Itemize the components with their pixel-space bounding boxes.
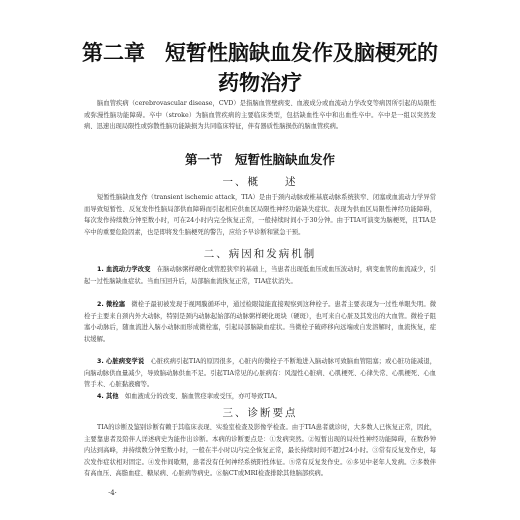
etiology-text-4: 如血液成分的改变、脑血管痉挛或受压，亦可导致TIA。 — [124, 393, 281, 400]
etiology-paragraph-3 — [84, 356, 436, 391]
etiology-text-3: 心脏疾病引起TIA的原因很多，心脏内的微栓子不断地进入脑动脉可致脑血管阻塞；或心脏功能减退，向脑动脉供血量减少，导致脑动脉供血不足。引起TIA常见的心脏病有：风湿性心脏病、心肌梗死、心律失常、心肌梗死、心血管手术、心脏黏液瘤等。 — [84, 358, 436, 388]
etiology-text-1: 在脑动脉粥样硬化或管腔狭窄的基础上，当患者出现低血压或血压波动时，病变血管的血流减少，引起一过性脑缺血症状。当血压回升后，局部脑血流恢复正常，TIA症状消失。 — [84, 266, 437, 285]
section-title: 第一节 短暂性脑缺血发作 — [184, 152, 335, 167]
intro-text: 脑血管疾病（cerebrovascular disease，CVD）是指脑血管壁病变、血液成分或血流动力学改变等病因所引起的局限性或弥漫性脑功能障碍。卒中（stroke）为脑血管疾病的主要临床类型，包括缺血性卒中和出血性卒中。卒中是一组以突然发病、迅速出现局限性或弥散性脑功能缺损为共同临床特征，伴有器质性脑损伤的脑血管疾病。 — [84, 100, 436, 130]
subsection-title-diagnosis: 三、诊断要点 — [222, 407, 298, 419]
overview-paragraph — [84, 192, 436, 238]
subsection-title-etiology: 二、病因和发病机制 — [203, 248, 317, 260]
term-other: 4. 其他 — [97, 393, 119, 400]
etiology-paragraph-4 — [84, 391, 436, 403]
chapter-title-line2: 药物治疗 — [218, 71, 302, 95]
term-cardiac: 3. 心脏病变学说 — [97, 358, 145, 365]
overview-text: 短暂性脑缺血发作（transient ischemic attack，TIA）是由于颈内动脉或椎基底动脉系统狭窄、闭塞或血流动力学异常而导致短暂性、反复发作性脑局部供血障碍而引起相应供血区局限性神经功能缺失症状。表现为供血区局限性神经功能障碍，每次发作持续数分钟至数小时，可在24小时内完全恢复正常，一般持续时间小于30分钟。由于TIA可演变为脑梗死，且TIA是卒中的重要危险因素，也是即将发生脑梗死的警告，应给予早诊断和紧急干预。 — [84, 194, 436, 236]
diagnosis-paragraph — [84, 422, 436, 480]
chapter-title — [0, 38, 520, 98]
term-hemodynamic: 1. 血流动力学改变 — [97, 266, 151, 273]
etiology-paragraph-2 — [84, 299, 436, 345]
term-microembolism: 2. 微栓塞 — [97, 301, 126, 308]
etiology-paragraph-1 — [84, 264, 436, 287]
subsection-title-overview: 一、概 述 — [222, 176, 298, 188]
chapter-number: 第二章 — [82, 41, 145, 65]
intro-paragraph — [84, 98, 436, 133]
diagnosis-text: TIA的诊断及鉴别诊断有赖于其临床表现、实验室检查及影像学检查。由于TIA患者就诊时，大多数人已恢复正常，因此，主要靠患者及陪伴人详述病史为能作出诊断。本病的诊断要点是：①发病突然。②短暂出现的局灶性神经功能障碍，在数秒钟内达到高峰，并持续数分钟至数小时，一般在半小时以内完全恢复正常，最长持续时间不超过24小时。③常有反复发作史，每次发作症状相对固定。④发作间歇期，患者没有任何神经系统阳性体征。⑤常有反复发作史。⑥多见中老年人发病。⑦多数伴有高血压、高脂血症、糖尿病、心脏病等病史。⑧脑CT或MRI检查排除其他脑部疾病。 — [84, 424, 436, 477]
page-number: ·4· — [108, 489, 117, 497]
etiology-text-2: 微栓子最初被发现于视网膜循环中，通过检眼镜能直接观察到这种栓子。患者主要表现为一过性单眼失明。微栓子主要来自颈内外大动脉，特别是颈内动脉起始部的动脉粥样硬化斑块（硬斑），也可来自心脏及其发出的大血管。微栓子阻塞小动脉后，随血流进入脑小动脉而形成微栓塞，引起局部脑缺血症状。当微栓子破碎移向远端或自发溶解时，血流恢复，症状缓解。 — [84, 301, 437, 343]
chapter-title-line1: 短暂性脑缺血发作及脑梗死的 — [165, 41, 438, 65]
